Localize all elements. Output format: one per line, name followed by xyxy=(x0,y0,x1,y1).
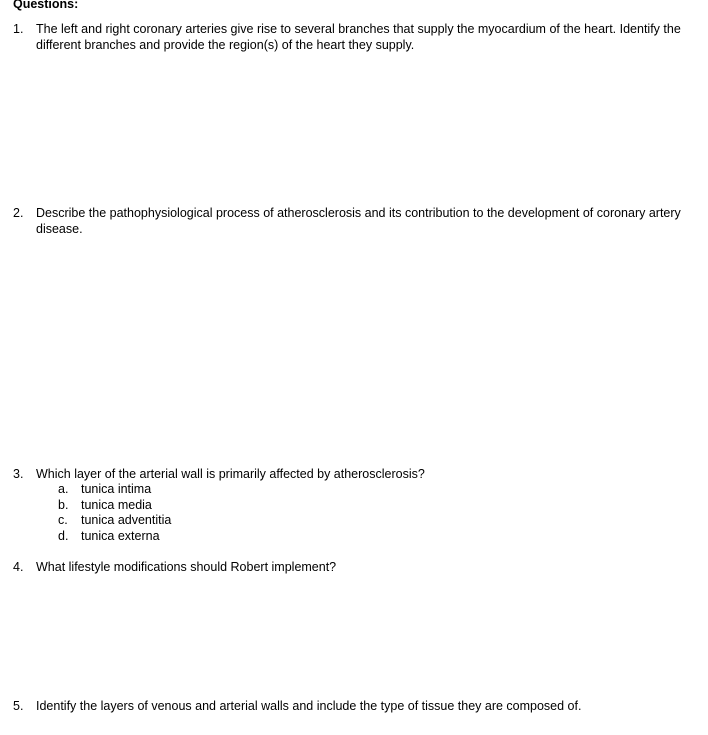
option-text: tunica adventitia xyxy=(81,513,172,528)
question-number: 5. xyxy=(13,699,24,713)
question-1 xyxy=(13,21,693,53)
question-text: Identify the layers of venous and arterial walls and include the type of tissue they are composed of. xyxy=(36,699,582,713)
question-2 xyxy=(13,205,693,237)
question-text: Describe the pathophysiological process of atherosclerosis and its contribution to the development of coronary artery disease. xyxy=(36,206,681,236)
option-letter: c. xyxy=(58,513,68,528)
option-letter: d. xyxy=(58,529,69,544)
option-letter: b. xyxy=(58,497,69,512)
question-text: The left and right coronary arteries give rise to several branches that supply the myocardium of the heart. Identify the different branches and provide the region(s) of the heart they supply. xyxy=(36,22,681,52)
question-4 xyxy=(13,559,693,575)
option-letter: a. xyxy=(58,482,69,496)
question-number: 1. xyxy=(13,22,24,36)
option-b xyxy=(58,497,358,513)
question-text: What lifestyle modifications should Robert implement? xyxy=(36,560,337,574)
option-c xyxy=(58,512,358,528)
option-text: tunica externa xyxy=(81,529,160,544)
option-text: tunica media xyxy=(81,497,152,512)
option-a xyxy=(58,481,358,497)
question-3 xyxy=(13,466,693,482)
question-5 xyxy=(13,698,693,714)
section-heading: Questions: xyxy=(13,0,79,11)
option-d xyxy=(58,528,358,544)
answer-options xyxy=(58,481,358,544)
question-number: 4. xyxy=(13,560,24,574)
question-text: Which layer of the arterial wall is primarily affected by atherosclerosis? xyxy=(36,467,425,481)
question-number: 2. xyxy=(13,206,24,220)
option-text: tunica intima xyxy=(81,482,152,496)
question-number: 3. xyxy=(13,467,24,481)
